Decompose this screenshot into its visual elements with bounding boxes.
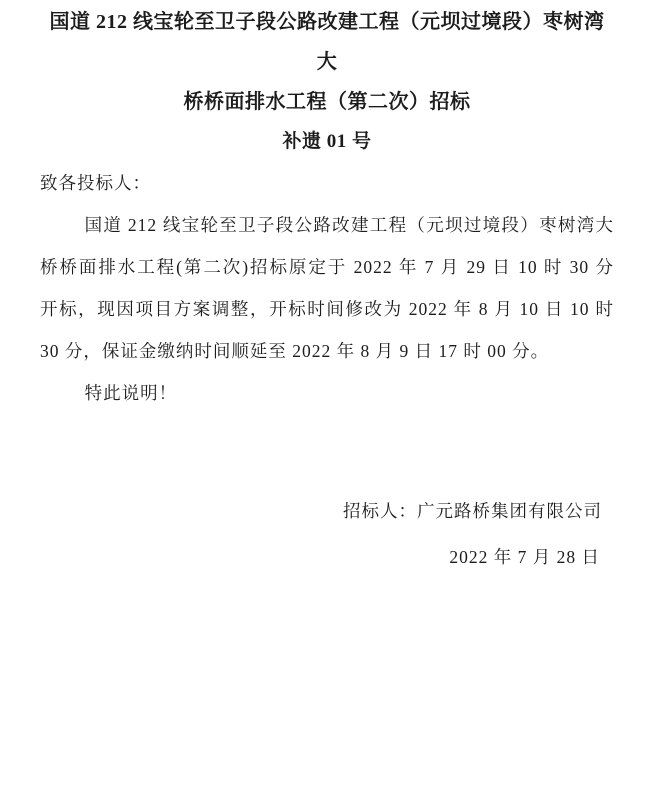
- closing-statement: 特此说明！: [84, 383, 178, 403]
- title-line-1: 国道 212 线宝轮至卫子段公路改建工程（元坝过境段）枣树湾大: [49, 11, 605, 73]
- signature-block: [40, 490, 614, 578]
- supplement-number: 补遗 01 号: [282, 131, 372, 152]
- paragraph-line-1: 国道 212 线宝轮至卫子段公路改建工程（元坝过境段）枣树湾大: [84, 215, 614, 235]
- date-line: 2022 年 7 月 28 日: [449, 547, 600, 567]
- issuer-line: 招标人：广元路桥集团有限公司: [343, 501, 602, 521]
- document-title: [40, 2, 614, 122]
- paragraph-line-3: 开标，现因项目方案调整，开标时间修改为 2022 年 8 月 10 日 10 时: [40, 299, 614, 319]
- title-line-2: 桥桥面排水工程（第二次）招标: [183, 91, 471, 113]
- paragraph-line-2: 桥桥面排水工程(第二次)招标原定于 2022 年 7 月 29 日 10 时 30 分: [40, 257, 614, 277]
- paragraph-line-4: 30 分，保证金缴纳时间顺延至 2022 年 8 月 9 日 17 时 00 分。: [40, 341, 550, 361]
- salutation: 致各投标人：: [40, 173, 151, 193]
- document-body: [40, 162, 614, 414]
